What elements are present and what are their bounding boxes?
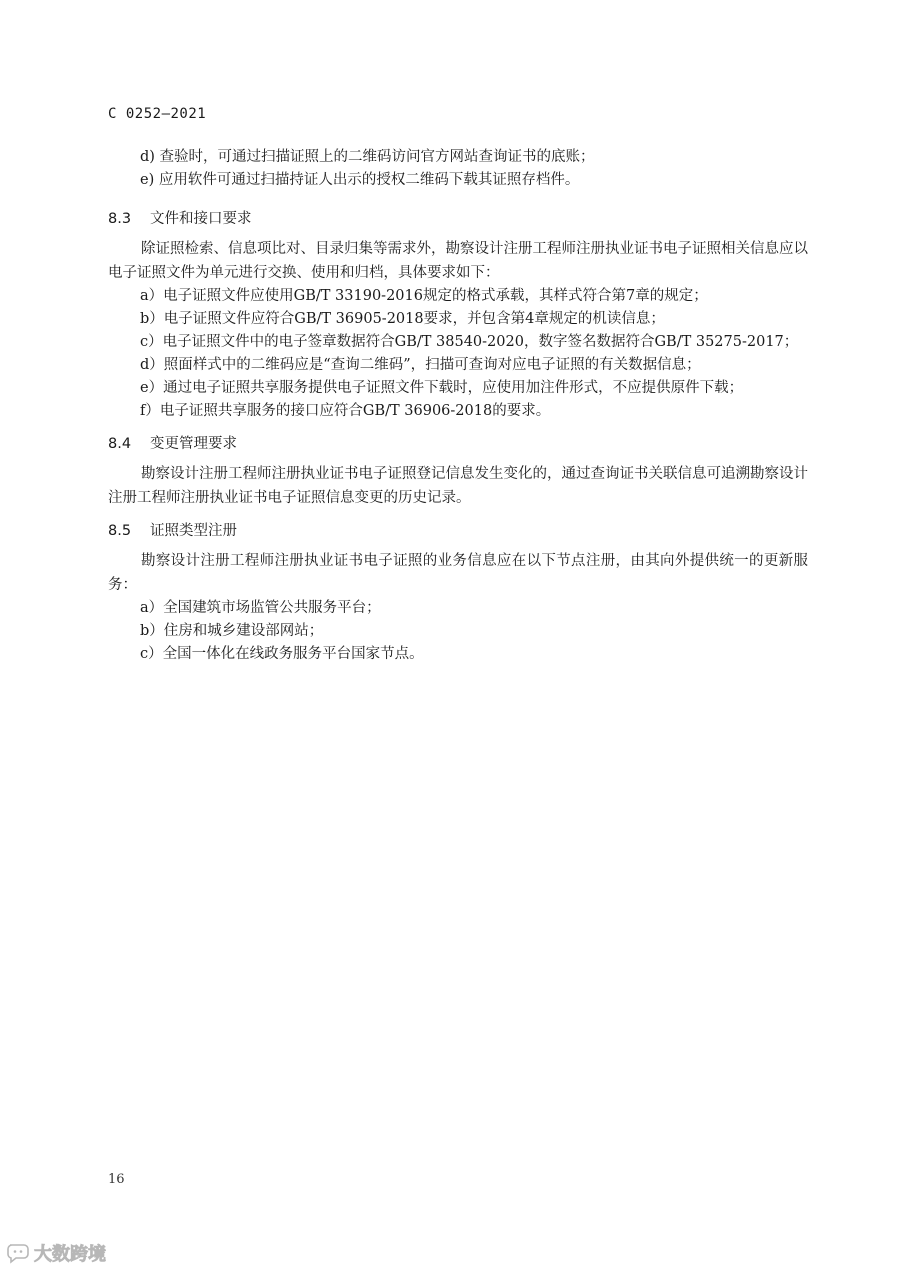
list-item: d）照面样式中的二维码应是“查询二维码”，扫描可查询对应电子证照的有关数据信息； <box>140 357 701 373</box>
section-paragraph: 勘察设计注册工程师注册执业证书电子证照的业务信息应在以下节点注册，由其向外提供统一的更新服务： <box>108 553 808 593</box>
section-number: 8.4 <box>108 436 132 452</box>
section-title: 证照类型注册 <box>150 523 237 539</box>
intro-list <box>108 146 808 192</box>
list-item: c）电子证照文件中的电子签章数据符合GB/T 38540-2020，数字签名数据符合GB/T 35275-2017； <box>140 334 799 350</box>
section-number: 8.5 <box>108 523 132 539</box>
list-item: e) 应用软件可通过扫描持证人出示的授权二维码下载其证照存档件。 <box>140 172 580 188</box>
section-heading-8-5 <box>108 520 808 543</box>
list-item: a）全国建筑市场监管公共服务平台； <box>140 600 381 616</box>
list-item: b）住房和城乡建设部网站； <box>140 623 324 639</box>
list-item: e）通过电子证照共享服务提供电子证照文件下载时，应使用加注件形式，不应提供原件下载； <box>140 380 744 396</box>
section-title: 变更管理要求 <box>150 436 237 452</box>
document-code-header: C 0252—2021 <box>108 106 207 122</box>
page-number: 16 <box>108 1172 125 1187</box>
watermark <box>6 1240 106 1266</box>
section-heading-8-4 <box>108 433 808 456</box>
list-item: f）电子证照共享服务的接口应符合GB/T 36906-2018的要求。 <box>140 403 551 419</box>
chat-bubble-logo-icon <box>6 1242 32 1264</box>
section-number: 8.3 <box>108 211 132 227</box>
section-heading-8-3 <box>108 208 808 231</box>
list-item: d) 查验时，可通过扫描证照上的二维码访问官方网站查询证书的底账； <box>140 149 595 165</box>
watermark-text: 大数跨境 <box>34 1244 106 1265</box>
list-item: c）全国一体化在线政务服务平台国家节点。 <box>140 646 424 662</box>
section-title: 文件和接口要求 <box>150 211 252 227</box>
section-8-3-list <box>108 285 808 423</box>
section-paragraph: 除证照检索、信息项比对、目录归集等需求外，勘察设计注册工程师注册执业证书电子证照相关信息应以电子证照文件为单元进行交换、使用和归档，具体要求如下： <box>108 241 808 281</box>
page-content <box>108 146 808 666</box>
list-item: a）电子证照文件应使用GB/T 33190-2016规定的格式承载，其样式符合第7章的规定； <box>140 288 708 304</box>
section-paragraph: 勘察设计注册工程师注册执业证书电子证照登记信息发生变化的，通过查询证书关联信息可追溯勘察设计注册工程师注册执业证书电子证照信息变更的历史记录。 <box>108 466 808 506</box>
section-8-5-list <box>108 597 808 666</box>
list-item: b）电子证照文件应符合GB/T 36905-2018要求，并包含第4章规定的机读信息； <box>140 311 665 327</box>
